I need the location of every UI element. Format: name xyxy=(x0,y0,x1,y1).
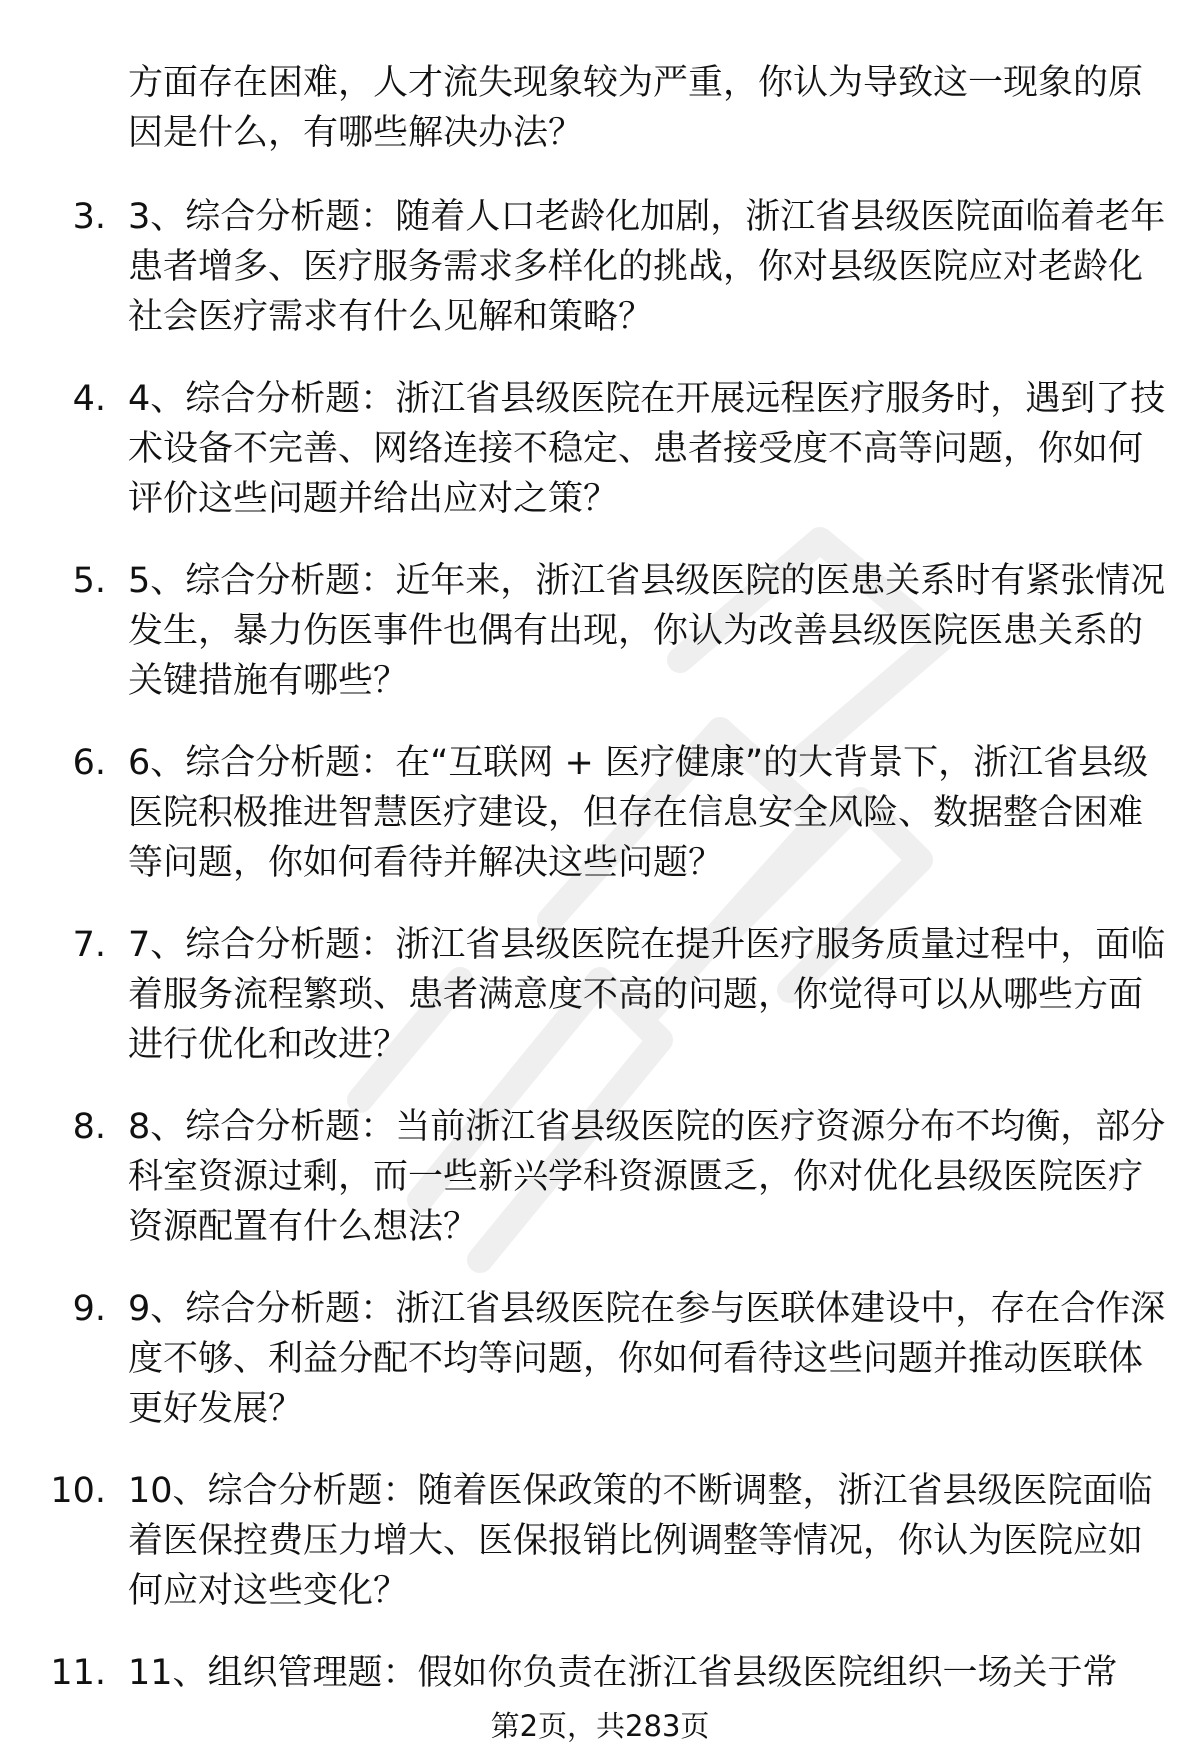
list-item xyxy=(0,374,1200,524)
continuation-paragraph: 方面存在困难，人才流失现象较为严重，你认为导致这一现象的原因是什么，有哪些解决办法？ xyxy=(128,63,1144,153)
list-item-number: 3. xyxy=(72,197,106,237)
list-item-number: 8. xyxy=(72,1107,106,1147)
list-item-text: 11、组织管理题：假如你负责在浙江省县级医院组织一场关于常 xyxy=(128,1653,1118,1693)
list-item xyxy=(0,192,1200,342)
list-item-text: 9、综合分析题：浙江省县级医院在参与医联体建设中，存在合作深度不够、利益分配不均等问题，你如何看待这些问题并推动医联体更好发展？ xyxy=(128,1289,1166,1429)
list-item-text: 4、综合分析题：浙江省县级医院在开展远程医疗服务时，遇到了技术设备不完善、网络连接不稳定、患者接受度不高等问题，你如何评价这些问题并给出应对之策？ xyxy=(128,379,1166,519)
list-item-text: 5、综合分析题：近年来，浙江省县级医院的医患关系时有紧张情况发生，暴力伤医事件也偶有出现，你认为改善县级医院医患关系的关键措施有哪些？ xyxy=(128,561,1166,701)
list-item-number: 10. xyxy=(50,1471,106,1511)
list-item-number: 5. xyxy=(72,561,106,601)
list-item-number: 4. xyxy=(72,379,106,419)
list-item-number: 9. xyxy=(72,1289,106,1329)
list-item-text: 7、综合分析题：浙江省县级医院在提升医疗服务质量过程中，面临着服务流程繁琐、患者满意度不高的问题，你觉得可以从哪些方面进行优化和改进？ xyxy=(128,925,1166,1065)
list-item xyxy=(0,1648,1200,1698)
list-item xyxy=(0,1466,1200,1616)
list-item xyxy=(0,1102,1200,1252)
list-item-number: 6. xyxy=(72,743,106,783)
list-item xyxy=(0,920,1200,1070)
question-list xyxy=(0,192,1200,1730)
list-item-number: 7. xyxy=(72,925,106,965)
list-item xyxy=(0,1284,1200,1434)
list-item xyxy=(0,738,1200,888)
page-footer: 第2页，共283页 xyxy=(490,1709,710,1743)
list-item-text: 10、综合分析题：随着医保政策的不断调整，浙江省县级医院面临着医保控费压力增大、医保报销比例调整等情况，你认为医院应如何应对这些变化？ xyxy=(128,1471,1153,1611)
list-item xyxy=(0,556,1200,706)
list-item-text: 8、综合分析题：当前浙江省县级医院的医疗资源分布不均衡，部分科室资源过剩，而一些新兴学科资源匮乏，你对优化县级医院医疗资源配置有什么想法？ xyxy=(128,1107,1166,1247)
list-item-text: 3、综合分析题：随着人口老龄化加剧，浙江省县级医院面临着老年患者增多、医疗服务需求多样化的挑战，你对县级医院应对老龄化社会医疗需求有什么见解和策略？ xyxy=(128,197,1166,337)
list-item-text: 6、综合分析题：在“互联网 + 医疗健康”的大背景下，浙江省县级医院积极推进智慧医疗建设，但存在信息安全风险、数据整合困难等问题，你如何看待并解决这些问题？ xyxy=(128,743,1149,883)
list-item-number: 11. xyxy=(50,1653,106,1693)
